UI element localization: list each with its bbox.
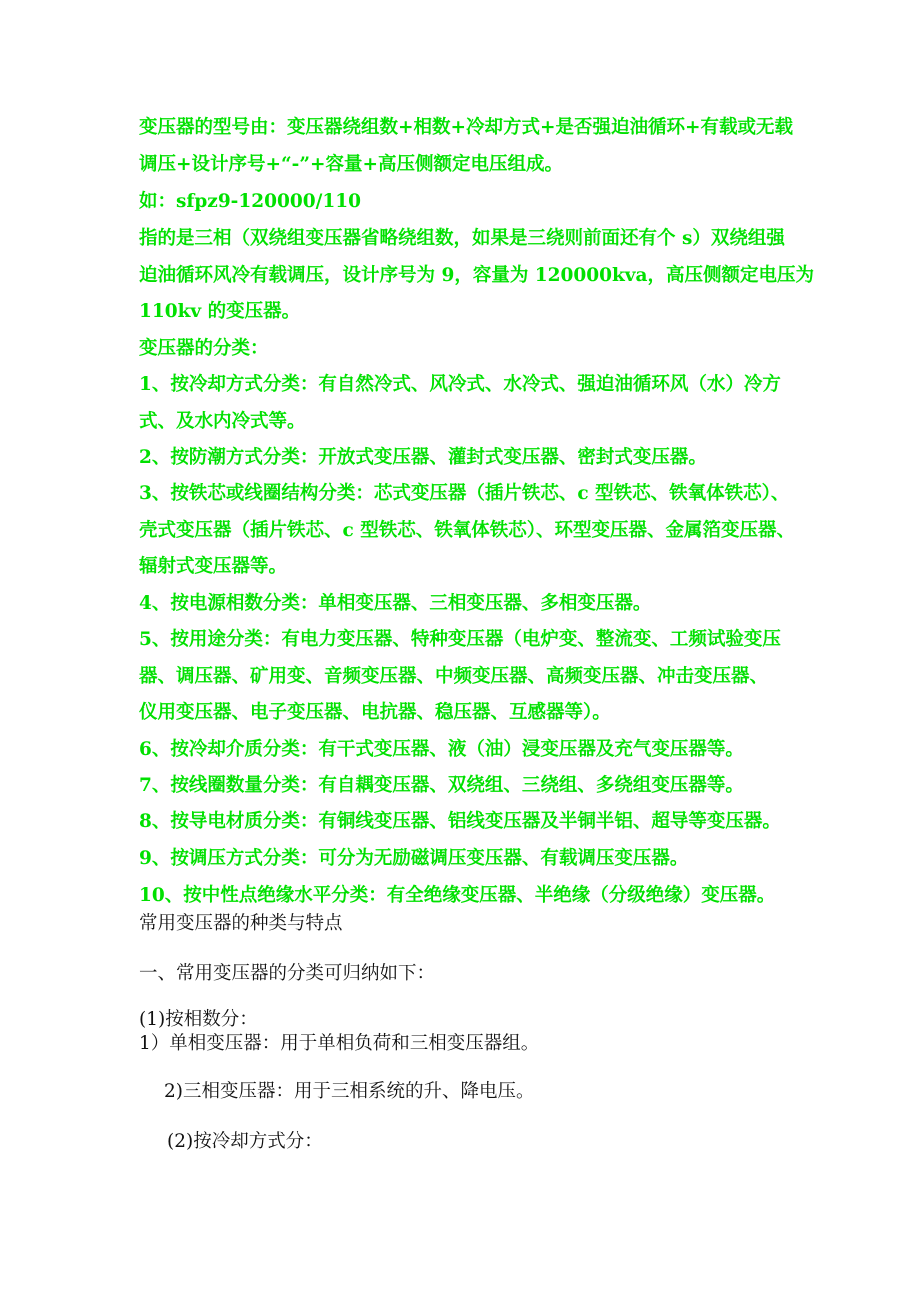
three-phase-item: 2)三相变压器：用于三相系统的升、降电压。	[164, 1081, 535, 1102]
item-3-line-3: 辐射式变压器等。	[139, 556, 288, 577]
item-4: 4、按电源相数分类：单相变压器、三相变压器、多相变压器。	[139, 593, 652, 614]
item-5-line-3: 仪用变压器、电子变压器、电抗器、稳压器、互感器等）。	[139, 702, 611, 723]
section-1-title: 一、常用变压器的分类可归纳如下：	[139, 963, 436, 984]
explain-line-1: 指的是三相（双绕组变压器省略绕组数，如果是三绕则前面还有个 s）双绕组强	[139, 228, 785, 249]
item-5-line-2: 器、调压器、矿用变、音频变压器、中频变压器、高频变压器、冲击变压器、	[139, 666, 769, 687]
intro-line-2: 调压+设计序号+“-”+容量+高压侧额定电压组成。	[139, 154, 563, 175]
intro-line-1: 变压器的型号由：变压器绕组数+相数+冷却方式+是否强迫油循环+有载或无载	[139, 117, 794, 138]
item-3-line-1: 3、按铁芯或线圈结构分类：芯式变压器（插片铁芯、c 型铁芯、铁氧体铁芯）、	[139, 483, 790, 504]
item-9: 9、按调压方式分类：可分为无励磁调压变压器、有载调压变压器。	[139, 848, 689, 869]
item-1-line-1: 1、按冷却方式分类：有自然冷式、风冷式、水冷式、强迫油循环风（水）冷方	[139, 374, 781, 395]
item-7: 7、按线圈数量分类：有自耦变压器、双绕组、三绕组、多绕组变压器等。	[139, 775, 744, 796]
by-phase-heading: (1)按相数分：	[139, 1009, 258, 1030]
item-1-line-2: 式、及水内冷式等。	[139, 411, 306, 432]
explain-line-3: 110kv 的变压器。	[139, 301, 301, 322]
item-3-line-2: 壳式变压器（插片铁芯、c 型铁芯、铁氧体铁芯）、环型变压器、金属箔变压器、	[139, 520, 795, 541]
explain-line-2: 迫油循环风冷有载调压，设计序号为 9，容量为 120000kva，高压侧额定电压为	[139, 265, 815, 286]
example-model: 如：sfpz9-120000/110	[139, 191, 361, 212]
item-6: 6、按冷却介质分类：有干式变压器、液（油）浸变压器及充气变压器等。	[139, 739, 744, 760]
single-phase-item: 1）单相变压器：用于单相负荷和三相变压器组。	[139, 1033, 540, 1054]
classification-title: 变压器的分类：	[139, 338, 269, 359]
item-5-line-1: 5、按用途分类：有电力变压器、特种变压器（电炉变、整流变、工频试验变压	[139, 629, 781, 650]
item-8: 8、按导电材质分类：有铜线变压器、铝线变压器及半铜半铝、超导等变压器。	[139, 811, 781, 832]
item-10: 10、按中性点绝缘水平分类：有全绝缘变压器、半绝缘（分级绝缘）变压器。	[139, 885, 776, 906]
item-2: 2、按防潮方式分类：开放式变压器、灌封式变压器、密封式变压器。	[139, 447, 707, 468]
types-heading: 常用变压器的种类与特点	[139, 913, 343, 934]
by-cooling-heading: (2)按冷却方式分：	[167, 1131, 323, 1152]
